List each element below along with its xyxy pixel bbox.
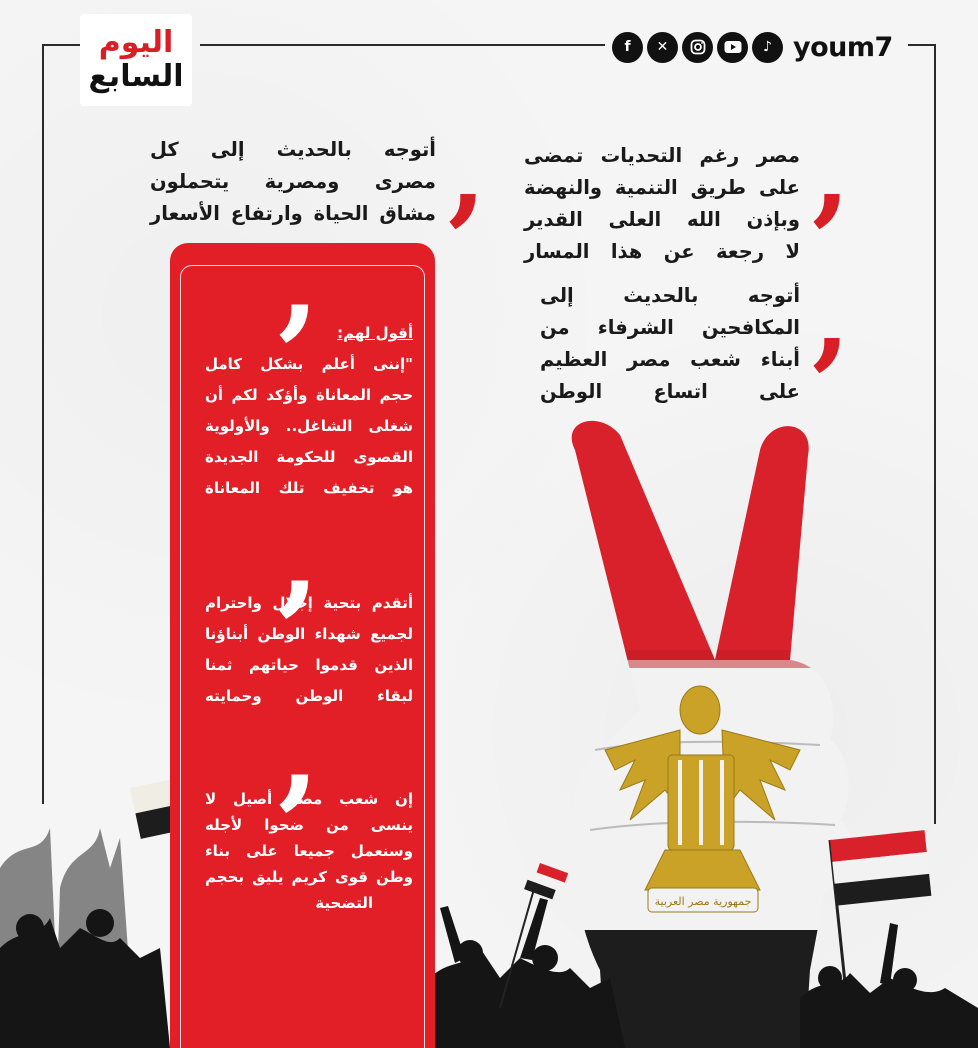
x-icon[interactable]: ✕ (647, 32, 678, 63)
text-line: وبإذن الله العلى القدير (524, 208, 800, 231)
text-line: وطن قوى كريم يليق بحجم (205, 868, 413, 886)
logo-line-2: السابع (88, 59, 184, 94)
frame-top-left (42, 44, 80, 46)
text-line: ينسى من ضحوا لأجله (205, 816, 413, 834)
text-line: لبقاء الوطن وحمايته (205, 687, 413, 705)
text-line: على اتساع الوطن (540, 380, 800, 403)
text-line: إن شعب مصر أصيل لا (205, 790, 413, 808)
text-line: لا رجعة عن هذا المسار (524, 240, 800, 263)
text-line: وسنعمل جميعا على بناء (205, 842, 413, 860)
text-line: "إننى أعلم بشكل كامل (205, 355, 413, 373)
tiktok-icon[interactable]: ♪ (752, 32, 783, 63)
text-line: هو تخفيف تلك المعاناة (205, 479, 413, 497)
text-line: أتوجه بالحديث إلى كل (150, 138, 436, 161)
emblem-text: جمهورية مصر العربية (654, 895, 752, 908)
text-line: على طريق التنمية والنهضة (524, 176, 800, 199)
text-line: لجميع شهداء الوطن أبناؤنا (205, 625, 413, 643)
text-line: حجم المعاناة وأؤكد لكم أن (205, 386, 413, 404)
text-line: مصرى ومصرية يتحملون (150, 170, 436, 193)
frame-top-far-right (908, 44, 936, 46)
quote-mark-icon: , (448, 108, 487, 237)
quote-mark-icon: , (278, 681, 320, 822)
text-line: شغلى الشاغل.. والأولوية (205, 417, 413, 435)
red-panel-block-1 (205, 318, 413, 504)
frame-left (42, 44, 44, 804)
text-line: المكافحين الشرفاء من (540, 316, 800, 339)
text-line: مشاق الحياة وارتفاع الأسعار (150, 202, 436, 225)
youtube-icon[interactable] (717, 32, 748, 63)
quote-mark-icon: , (812, 252, 851, 381)
right-quote-1 (524, 140, 800, 268)
quote-mark-icon: , (812, 108, 851, 237)
red-panel-block-3 (205, 786, 413, 916)
facebook-icon[interactable]: f (612, 32, 643, 63)
red-panel-heading: أقول لهم: (337, 324, 413, 342)
crowd-silhouette-illustration (0, 748, 978, 1048)
text-line: أبناء شعب مصر العظيم (540, 348, 800, 371)
text-line: أتوجه بالحديث إلى (540, 284, 800, 307)
logo-line-1: اليوم (98, 25, 174, 60)
text-line: الذين قدموا حياتهم ثمنا (205, 656, 413, 674)
social-bar (612, 30, 893, 64)
quote-mark-icon: , (278, 487, 320, 628)
youm7-logo[interactable] (80, 14, 192, 106)
text-line: القصوى للحكومة الجديدة (205, 448, 413, 466)
right-quote-2 (540, 280, 800, 408)
text-line: أتقدم بتحية إجلال واحترام (205, 594, 413, 612)
quote-mark-icon: , (278, 211, 320, 352)
frame-top-right (200, 44, 605, 46)
text-line: التضحية (315, 894, 373, 912)
text-line: مصر رغم التحديات تمضى (524, 144, 800, 167)
instagram-icon[interactable] (682, 32, 713, 63)
brand-name[interactable]: youm7 (793, 31, 893, 63)
